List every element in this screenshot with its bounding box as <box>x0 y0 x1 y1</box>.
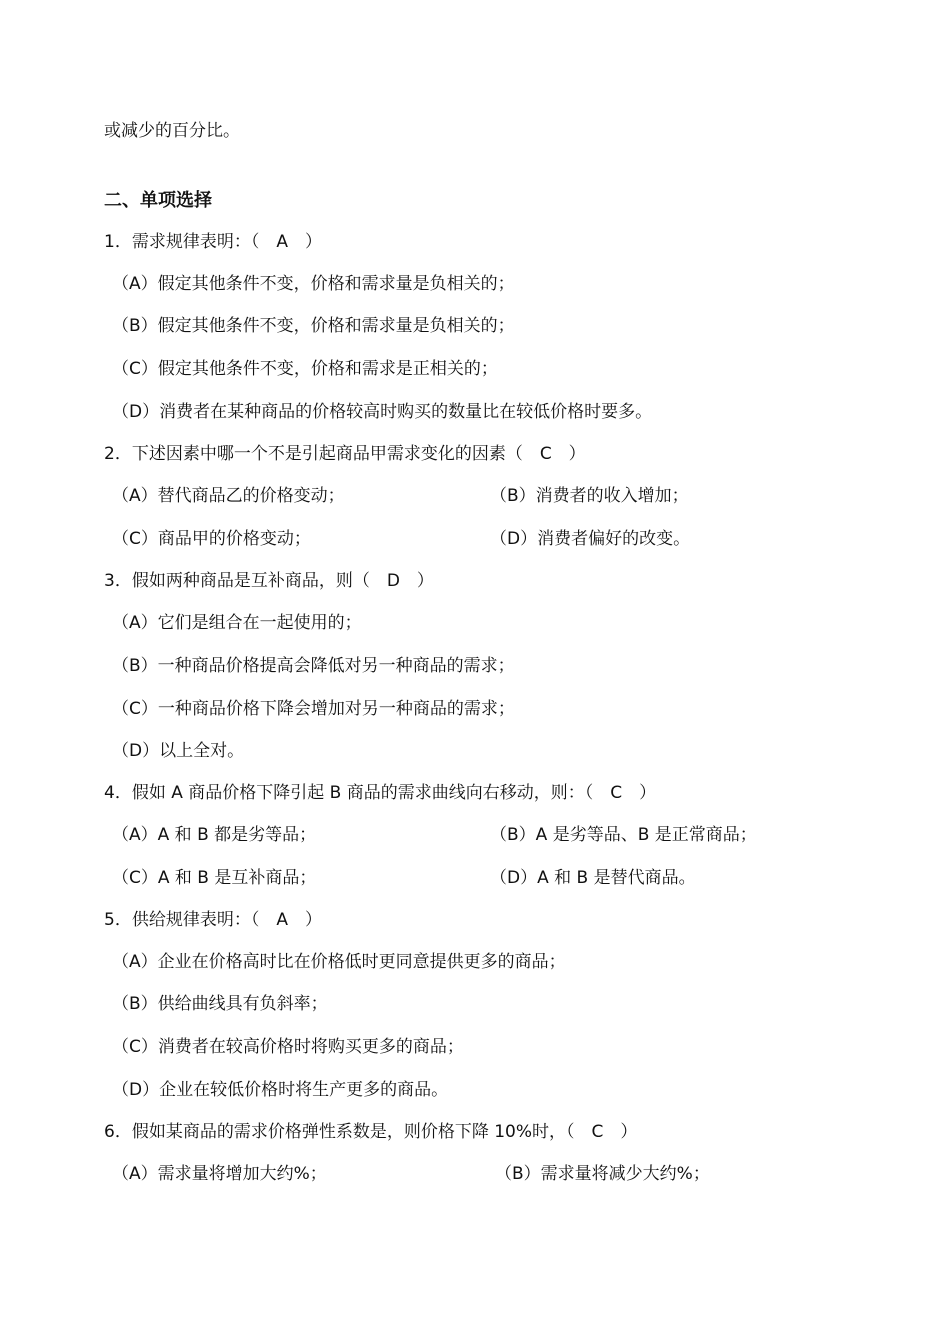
question-5-option-a: （A）企业在价格高时比在价格低时更同意提供更多的商品； <box>112 952 566 972</box>
question-3-option-d: （D）以上全对。 <box>112 741 245 761</box>
question-2-option-d: （D）消费者偏好的改变。 <box>490 529 691 549</box>
question-1-stem: 1．需求规律表明：（ A ） <box>104 232 322 252</box>
question-5-option-c: （C）消费者在较高价格时将购买更多的商品； <box>112 1037 464 1057</box>
question-4-option-a: （A）A 和 B 都是劣等品； <box>112 825 317 845</box>
question-3-option-c: （C）一种商品价格下降会增加对另一种商品的需求； <box>112 699 515 719</box>
question-3-stem: 3．假如两种商品是互补商品，则（ D ） <box>104 571 434 591</box>
question-1-option-c: （C）假定其他条件不变，价格和需求是正相关的； <box>112 359 498 379</box>
question-3-option-b: （B）一种商品价格提高会降低对另一种商品的需求； <box>112 656 515 676</box>
question-1-option-d: （D）消费者在某种商品的价格较高时购买的数量比在较低价格时要多。 <box>112 402 653 422</box>
question-4-option-d: （D）A 和 B 是替代商品。 <box>490 868 696 888</box>
question-2-option-a: （A）替代商品乙的价格变动； <box>112 486 345 506</box>
question-4-option-c: （C）A 和 B 是互补商品； <box>112 868 317 888</box>
question-2-stem: 2．下述因素中哪一个不是引起商品甲需求变化的因素（ C ） <box>104 444 586 464</box>
question-6-stem: 6．假如某商品的需求价格弹性系数是，则价格下降 10%时，（ C ） <box>104 1122 638 1142</box>
question-1-option-a: （A）假定其他条件不变，价格和需求量是负相关的； <box>112 274 515 294</box>
question-2-option-c: （C）商品甲的价格变动； <box>112 529 311 549</box>
question-2-option-b: （B）消费者的收入增加； <box>490 486 689 506</box>
question-6-option-a: （A）需求量将增加大约%； <box>112 1164 327 1184</box>
question-5-stem: 5．供给规律表明：（ A ） <box>104 910 322 930</box>
question-6-option-b: （B）需求量将减少大约%； <box>495 1164 710 1184</box>
question-5-option-b: （B）供给曲线具有负斜率； <box>112 994 328 1014</box>
question-5-option-d: （D）企业在较低价格时将生产更多的商品。 <box>112 1080 449 1100</box>
question-4-stem: 4．假如 A 商品价格下降引起 B 商品的需求曲线向右移动，则：（ C ） <box>104 783 657 803</box>
question-3-option-a: （A）它们是组合在一起使用的； <box>112 613 362 633</box>
section-title: 二、单项选择 <box>104 190 212 211</box>
continuation-text: 或减少的百分比。 <box>104 121 240 141</box>
question-1-option-b: （B）假定其他条件不变，价格和需求量是负相关的； <box>112 316 515 336</box>
question-4-option-b: （B）A 是劣等品、B 是正常商品； <box>490 825 757 845</box>
